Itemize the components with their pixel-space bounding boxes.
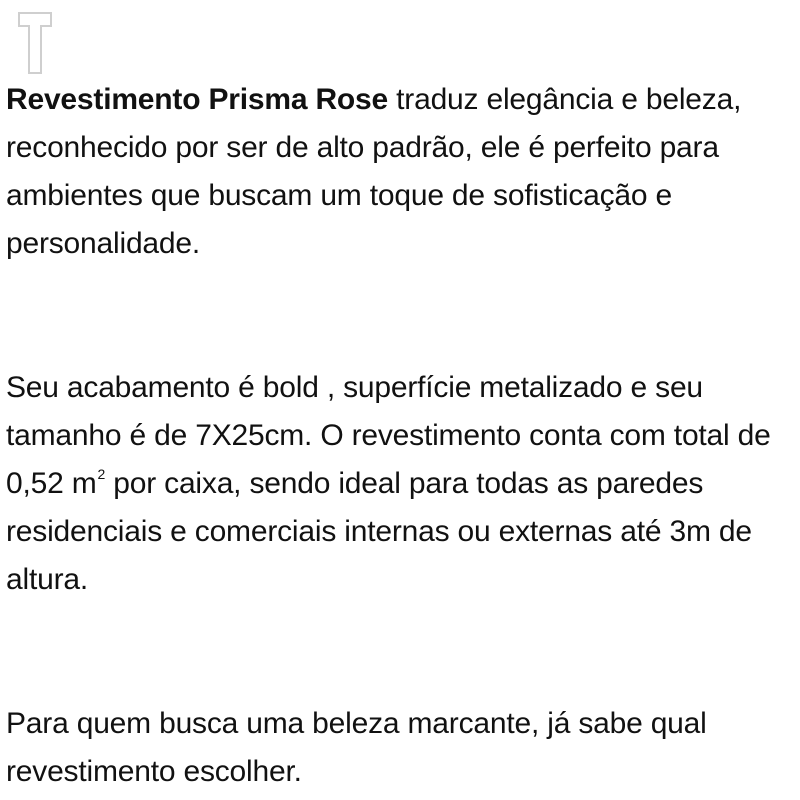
specs-text: Seu acabamento é bold , superfície metalizado e seu tamanho é de 7X25cm. O revestimento conta com total de 0,52 m: [6, 371, 771, 500]
closing-text: Para quem busca uma beleza marcante, já sabe qual revestimento escolher.: [6, 707, 707, 788]
description-paragraph-closing: [6, 700, 786, 796]
unit-superscript: 2: [97, 466, 106, 482]
product-description: [6, 76, 786, 796]
specs-text-continued: por caixa, sendo ideal para todas as paredes residenciais e comerciais internas ou externas até 3m de altura.: [6, 467, 752, 596]
intro-text: traduz elegância e beleza, reconhecido por ser de alto padrão, ele é perfeito para ambientes que buscam um toque de sofisticação e personalidade.: [6, 83, 742, 260]
description-paragraph-specs: [6, 364, 786, 604]
description-paragraph-intro: [6, 76, 786, 268]
product-name: Revestimento Prisma Rose: [6, 83, 389, 116]
t-logo-icon: [18, 12, 52, 74]
